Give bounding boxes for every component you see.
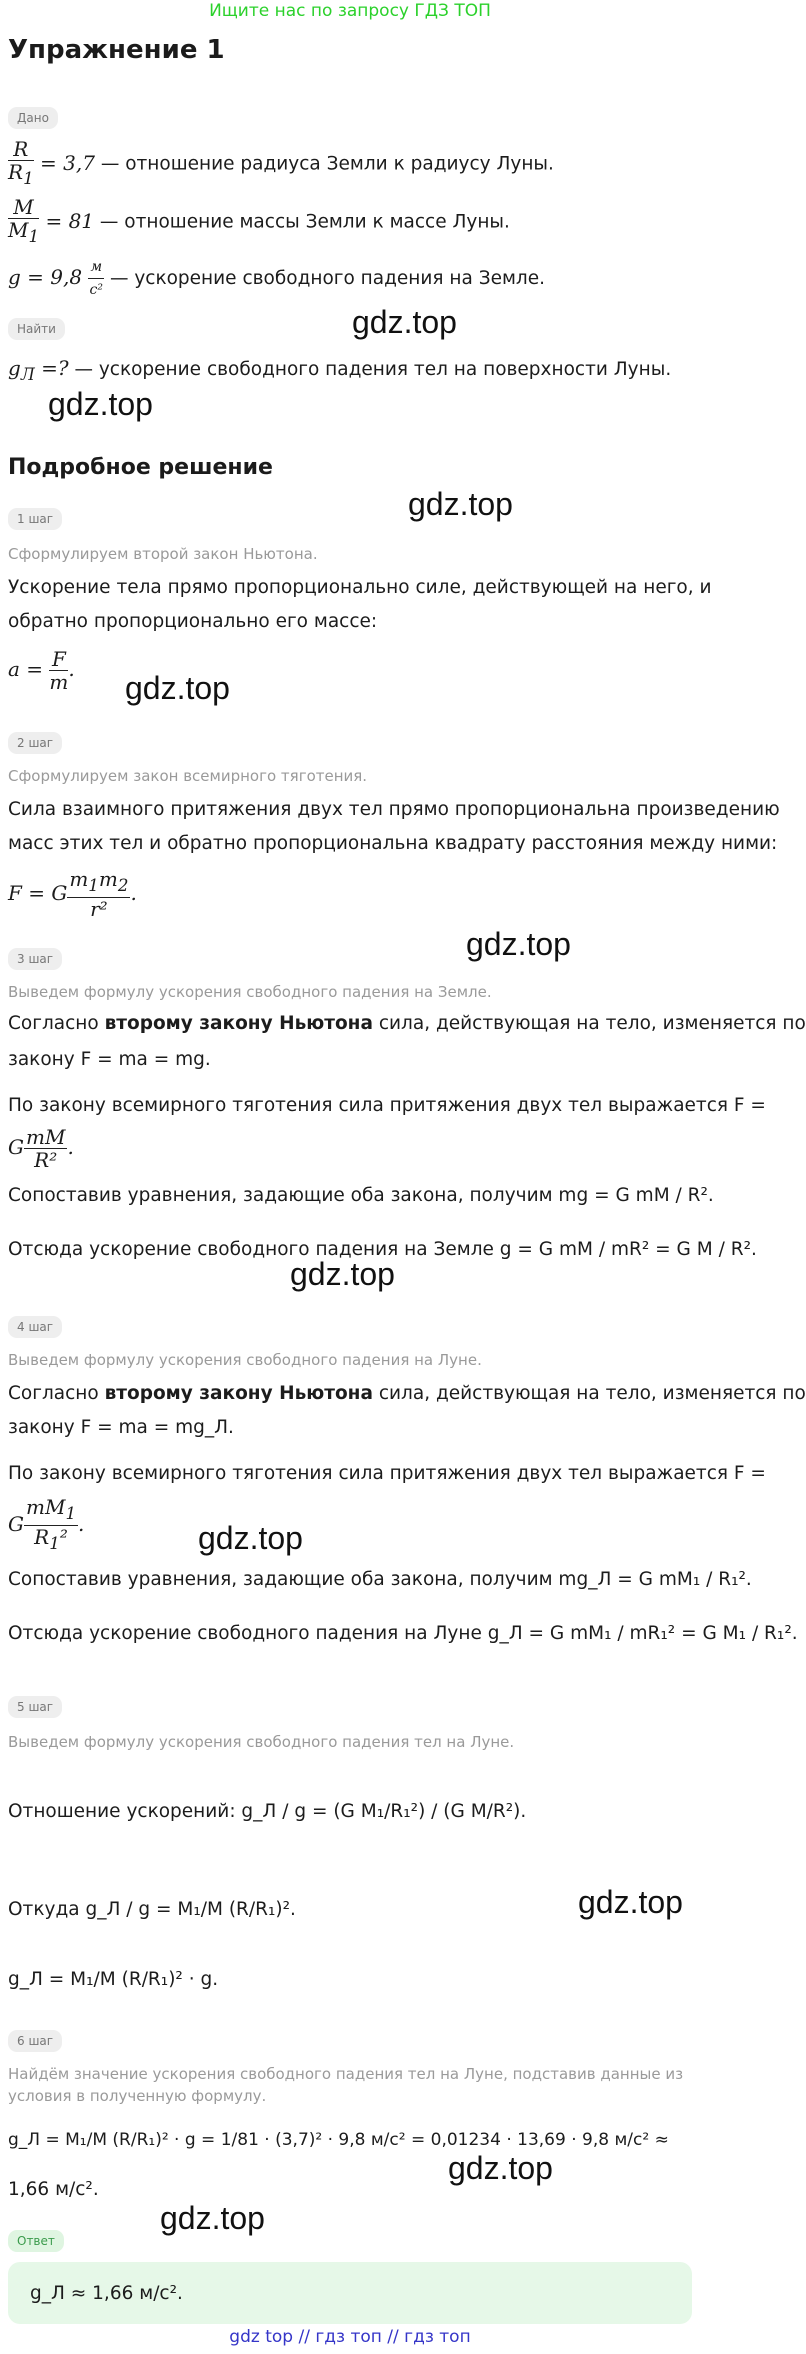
step-5-line-3: g_Л = M₁/M (R/R₁)² · g. [8,1969,219,1990]
step-5-line-2: Откуда g_Л / g = M₁/M (R/R₁)². [8,1899,296,1920]
step-4-line-5: Сопоставив уравнения, задающие оба закона, получим mg_Л = G mM₁ / R₁². [8,1569,752,1590]
solution-title: Подробное решение [8,455,273,480]
step-1-line-1: Ускорение тела прямо пропорционально силе, действующей на него, и [8,577,712,598]
find-tag: Найти [8,318,65,340]
given-line-3: g = 9,8 $\frac{м}{\text{c²}}$ — ускорение свободного падения на Земле. [8,256,545,301]
step-3-line-6: Отсюда ускорение свободного падения на Земле g = G mM / mR² = G M / R². [8,1239,757,1260]
step-2-line-2: масс этих тел и обратно пропорциональна квадрату расстояния между ними: [8,833,778,854]
step-2-tag: 2 шаг [8,732,62,754]
step-2-formula: F = G $\frac{m_1m_2}{\text{r²}}$ . [8,867,137,921]
step-3-line-4: G $\frac{mM}{\text{R²}}$ . [8,1125,74,1172]
given-tag: Дано [8,107,58,129]
given-line-1: $\frac{R}{R_1}$ = 3,7 — отношение радиуса Земли к радиусу Луны. [8,137,554,188]
exercise-title: Упражнение 1 [8,35,225,65]
watermark: gdz.top [48,386,153,422]
watermark: gdz.top [160,2200,265,2236]
step-3-line-1: Согласно второму закону Ньютона сила, действующая на тело, изменяется по [8,1013,806,1034]
step-4-line-2: закону F = ma = mg_Л. [8,1417,234,1438]
step-3-line-5: Сопоставив уравнения, задающие оба закона, получим mg = G mM / R². [8,1185,714,1206]
watermark: gdz.top [198,1520,303,1556]
step-4-caption: Выведем формулу ускорения свободного падения на Луне. [8,1351,482,1369]
step-5-line-1: Отношение ускорений: g_Л / g = (G M₁/R₁²) / (G M/R²). [8,1801,527,1822]
step-6-line-1: g_Л = M₁/M (R/R₁)² · g = 1/81 · (3,7)² · 9,8 м/c² = 0,01234 · 13,69 · 9,8 м/c² ≈ [8,2130,669,2150]
top-banner[interactable]: Ищите нас по запросу ГДЗ ТОП [209,1,491,21]
watermark: gdz.top [466,926,571,962]
step-2-line-1: Сила взаимного притяжения двух тел прямо пропорциональна произведению [8,799,780,820]
step-5-tag: 5 шаг [8,1696,62,1718]
watermark: gdz.top [448,2150,553,2186]
step-1-formula: a = $\frac{F}{m}$ . [8,647,75,694]
watermark: gdz.top [352,304,457,340]
step-6-tag: 6 шаг [8,2030,62,2052]
step-6-caption-2: условия в полученную формулу. [8,2087,267,2105]
answer-text: g_Л ≈ 1,66 м/c². [30,2283,183,2304]
given-line-2: $\frac{M}{M_1}$ = 81 — отношение массы Земли к массе Луны. [8,195,510,246]
step-3-line-3: По закону всемирного тяготения сила притяжения двух тел выражается F = [8,1095,766,1116]
step-3-line-2: закону F = ma = mg. [8,1049,211,1070]
bottom-banner[interactable]: gdz top // гдз топ // гдз топ [229,2327,471,2347]
step-4-line-4: G $\frac{mM_1}{R_1^2}$ . [8,1495,85,1553]
step-3-tag: 3 шаг [8,948,62,970]
step-4-line-1: Согласно второму закону Ньютона сила, действующая на тело, изменяется по [8,1383,806,1404]
watermark: gdz.top [408,486,513,522]
answer-tag: Ответ [8,2230,64,2252]
step-4-line-6: Отсюда ускорение свободного падения на Луне g_Л = G mM₁ / mR₁² = G M₁ / R₁². [8,1623,798,1644]
watermark: gdz.top [578,1884,683,1920]
step-6-caption: Найдём значение ускорения свободного падения тел на Луне, подставив данные из [8,2065,684,2083]
watermark: gdz.top [290,1256,395,1292]
step-4-line-3: По закону всемирного тяготения сила притяжения двух тел выражается F = [8,1463,766,1484]
step-6-line-2: 1,66 м/c². [8,2179,99,2200]
step-5-caption: Выведем формулу ускорения свободного падения тел на Луне. [8,1733,515,1751]
step-3-caption: Выведем формулу ускорения свободного падения на Земле. [8,983,492,1001]
find-line: $g_Л$ =? — ускорение свободного падения тел на поверхности Луны. [8,356,672,384]
step-4-tag: 4 шаг [8,1316,62,1338]
step-2-caption: Сформулируем закон всемирного тяготения. [8,767,368,785]
step-1-caption: Сформулируем второй закон Ньютона. [8,545,318,563]
step-1-line-2: обратно пропорционально его массе: [8,611,378,632]
step-1-tag: 1 шаг [8,508,62,530]
watermark: gdz.top [125,670,230,706]
